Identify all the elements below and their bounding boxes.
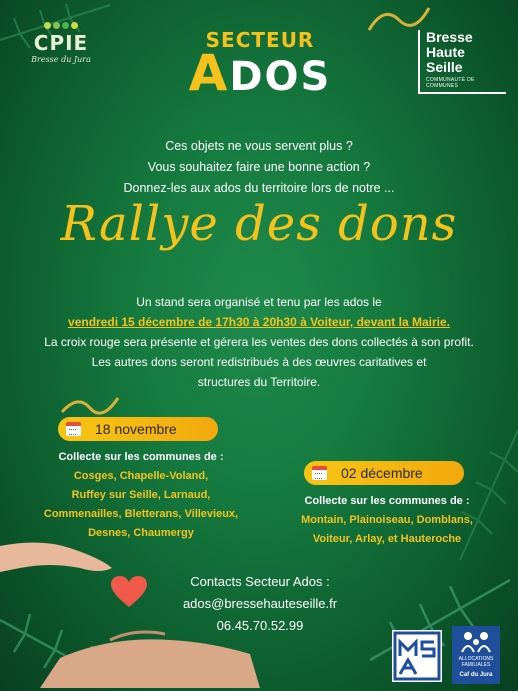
collection-date-pill-2 [304, 461, 464, 485]
intro-line-3: Donnez-les aux ados du territoire lors de notre ... [123, 181, 395, 195]
brand-line-3: Seille [426, 59, 463, 75]
caf-family-icon [452, 628, 500, 656]
description-line-1: Un stand sera organisé et tenu par les ados le [136, 295, 382, 309]
secteur-ados-logo [180, 28, 340, 102]
event-title: Rallye des dons [60, 196, 458, 252]
msa-logo [392, 630, 442, 682]
collection-towns-2-line-2: Voiteur, Arlay, et Hauteroche [312, 533, 462, 545]
msa-logo-mark [392, 630, 442, 682]
description-line-4: Les autres dons seront redistribués à des œuvres caritatives et [91, 355, 427, 369]
collection-towns-2 [282, 492, 492, 549]
collection-date-1: 18 novembre [95, 421, 177, 437]
collection-towns-1-line-4: Desnes, Chaumergy [88, 527, 194, 539]
collection-towns-1-line-1: Cosges, Chapelle-Voland, [73, 470, 209, 482]
contacts-phone[interactable]: 06.45.70.52.99 [216, 618, 304, 633]
event-date-highlight: vendredi 15 décembre de 17h30 à 20h30 à Voiteur, devant la Mairie. [68, 315, 450, 329]
heart-icon [110, 575, 148, 609]
cpie-logo [28, 22, 94, 94]
collection-towns-2-line-1: Montain, Plainoiseau, Domblans, [301, 514, 473, 526]
caf-logo-subtitle: Caf du Jura [459, 672, 493, 678]
description-line-3: La croix rouge sera présente et gérera les ventes des dons collectés à son profit. [44, 335, 474, 349]
ados-text [180, 44, 340, 102]
description-line-5: structures du Territoire. [197, 375, 321, 389]
collection-heading-1: Collecte sur les communes de : [58, 451, 224, 463]
collection-date-pill-1 [58, 417, 218, 441]
ados-rest-letters: DOS [229, 54, 332, 100]
calendar-icon [312, 466, 327, 480]
collection-towns-1-line-3: Commenailles, Bletterans, Villevieux, [43, 508, 239, 520]
bresse-haute-seille-logo [418, 30, 506, 94]
calendar-icon [66, 422, 81, 436]
event-description [28, 292, 490, 392]
caf-logo-text: ALLOCATIONS FAMILIALES [458, 656, 494, 668]
brand-subtitle: COMMUNAUTÉ DE COMMUNES [426, 77, 475, 89]
cpie-logo-text: CPIE [33, 31, 89, 55]
caf-logo [452, 626, 500, 684]
collection-towns-1-line-2: Ruffey sur Seille, Larnaud, [71, 489, 211, 501]
ados-a-letter: A [188, 44, 230, 102]
cpie-logo-subtitle: Bresse du Jura [31, 55, 91, 64]
intro-text [40, 136, 478, 199]
collection-heading-2: Collecte sur les communes de : [304, 495, 470, 507]
contacts-block [160, 571, 360, 637]
intro-line-1: Ces objets ne vous servent plus ? [165, 139, 353, 153]
secteur-text: SECTEUR [205, 28, 315, 52]
contacts-title: Contacts Secteur Ados : [190, 574, 330, 589]
collection-date-2: 02 décembre [341, 465, 423, 481]
brand-line-2: Haute [426, 44, 465, 60]
contacts-email[interactable]: ados@bressehauteseille.fr [182, 596, 338, 611]
cpie-logo-dots [28, 22, 94, 29]
brand-line-1: Bresse [426, 29, 473, 45]
intro-line-2: Vous souhaitez faire une bonne action ? [147, 160, 371, 174]
